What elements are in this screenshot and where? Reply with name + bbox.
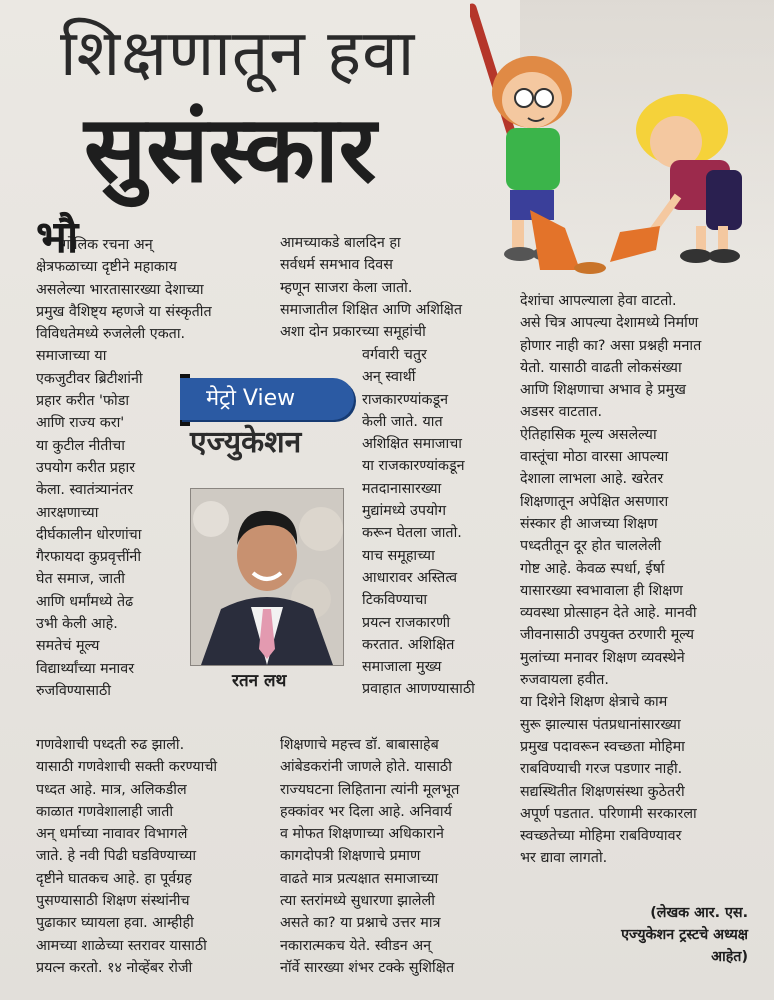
- text-line: क्षेत्रफळाच्या दृष्टीने महाकाय: [36, 259, 177, 276]
- section-badge: मेट्रो View: [180, 378, 354, 420]
- text-line: सद्यस्थितीत शिक्षणसंस्था कुठेतरी: [520, 783, 685, 800]
- drop-cap: भौ: [36, 212, 79, 263]
- text-line: प्रयत्न राजकारणी: [362, 614, 451, 631]
- column-2-middle: [362, 344, 512, 701]
- text-line: राबविण्याची गरज पडणार नाही.: [520, 761, 683, 778]
- text-line: राजकारण्यांकडून: [362, 391, 449, 408]
- headline-line-2: सुसंस्कार: [84, 96, 377, 203]
- text-line: अपूर्ण पडतात. परिणामी सरकारला: [520, 805, 697, 822]
- author-photo: [190, 488, 344, 666]
- text-line: या कुटील नीतीचा: [36, 437, 125, 454]
- author-name: रतन लथ: [232, 671, 287, 691]
- text-line: व्यवस्था प्रोत्साहन देते आहे. मानवी: [520, 605, 697, 622]
- section-name: एज्युकेशन: [190, 425, 302, 460]
- text-line: पध्दत आहे. मात्र, अलिकडील: [36, 781, 187, 798]
- text-line: प्रमुख वैशिष्ट्य म्हणजे या संस्कृतीत: [36, 303, 212, 320]
- text-line: स्वच्छतेच्या मोहिमा राबविण्यावर: [520, 828, 682, 845]
- text-line: करून घेतला जातो.: [362, 525, 462, 542]
- text-line: देशाला लाभला आहे. खरेतर: [520, 471, 664, 488]
- text-line: अन् धर्माच्या नावावर विभागले: [36, 826, 188, 843]
- girl-sweeping-figure: [610, 94, 742, 263]
- text-line: होणार नाही का? असा प्रश्नही मनात: [520, 337, 702, 354]
- text-line: या दिशेने शिक्षण क्षेत्राचे काम: [520, 694, 668, 711]
- text-line: देशांचा आपल्याला हेवा वाटतो.: [520, 293, 677, 309]
- text-line: समाजाच्या या: [36, 348, 107, 365]
- text-line: भर द्यावा लागतो.: [520, 850, 608, 867]
- text-line: रुजवायला हवीत.: [520, 672, 609, 689]
- text-line: आधारावर अस्तित्व: [362, 569, 458, 586]
- text-line: समाजातील शिक्षित आणि अशिक्षित: [280, 301, 463, 318]
- text-line: प्रहार करीत 'फोडा: [36, 393, 130, 410]
- text-line: वास्तूंचा मोठा वारसा आपल्या: [520, 449, 669, 466]
- text-line: टिकविण्याचा: [362, 592, 428, 609]
- text-line: मतदानासारख्या: [362, 480, 442, 497]
- cartoon-illustration: [470, 0, 760, 290]
- author-note: [621, 902, 748, 968]
- boy-sweeping-figure: [472, 8, 580, 270]
- text-line: वर्गवारी चतुर: [362, 347, 427, 363]
- text-line: त्या स्तरांमध्ये सुधारणा झालेली: [280, 893, 435, 910]
- text-line: गैरफायदा कुप्रवृत्तींनी: [36, 549, 142, 566]
- text-line: अशिक्षित समाजाचा: [362, 436, 463, 453]
- column-3: [520, 290, 756, 870]
- text-line: समतेचं मूल्य: [36, 638, 100, 655]
- column-2-top: [280, 232, 500, 343]
- text-line: सुरू झाल्यास पंतप्रधानांसारख्या: [520, 716, 681, 733]
- text-line: अशा दोन प्रकारच्या समूहांची: [280, 324, 426, 341]
- text-line: केला. स्वातंत्र्यानंतर: [36, 482, 134, 499]
- text-line: राज्यघटना लिहिताना त्यांनी मूलभूत: [280, 781, 460, 798]
- text-line: समाजाला मुख्य: [362, 659, 442, 676]
- text-line: शिक्षणातून अपेक्षित असणारा: [520, 493, 669, 510]
- text-line: करतात. अशिक्षित: [362, 636, 455, 653]
- text-line: आणि राज्य करा': [36, 415, 125, 432]
- text-line: काळात गणवेशालाही जाती: [36, 803, 174, 820]
- text-line: कागदोपत्री शिक्षणाचे प्रमाण: [280, 848, 421, 865]
- text-line: गणवेशाची पध्दती रुढ झाली.: [36, 737, 185, 753]
- text-line: उपयोग करीत प्रहार: [36, 459, 136, 476]
- author-portrait-image: [191, 489, 343, 665]
- text-line: जाते. हे नवी पिढी घडविण्याच्या: [36, 848, 197, 865]
- text-line: ऐतिहासिक मूल्य असलेल्या: [520, 426, 657, 443]
- text-line: व मोफत शिक्षणाच्या अधिकाराने: [280, 826, 444, 843]
- text-line: याच समूहाच्या: [362, 547, 435, 564]
- text-line: असलेल्या भारतासारख्या देशाच्या: [36, 281, 204, 298]
- text-line: विद्यार्थ्यांच्या मनावर: [36, 660, 135, 677]
- text-line: नॉर्वे सारख्या शंभर टक्के सुशिक्षित: [280, 959, 455, 976]
- text-line: प्रयत्न करतो. १४ नोव्हेंबर रोजी: [36, 959, 193, 976]
- text-line: विविधतेमध्ये रुजलेली एकता.: [36, 326, 186, 343]
- text-line: प्रमुख पदावरून स्वच्छता मोहिमा: [520, 738, 685, 755]
- text-line: यासारख्या स्वभावाला ही शिक्षण: [520, 582, 683, 599]
- text-line: उभी केली आहे.: [36, 616, 118, 633]
- text-line: मुद्यांमध्ये उपयोग: [362, 503, 447, 520]
- text-line: म्हणून साजरा केला जातो.: [280, 279, 413, 296]
- text-line: संस्कार ही आजच्या शिक्षण: [520, 515, 658, 532]
- text-line: नकारात्मकच येते. स्वीडन अन्: [280, 937, 432, 954]
- text-line: प्रवाहात आणण्यासाठी: [362, 681, 475, 698]
- headline-line-1: शिक्षणातून हवा: [60, 17, 416, 91]
- text-line: आरक्षणाच्या: [36, 504, 99, 521]
- text-line: आमच्याकडे बालदिन हा: [280, 235, 401, 251]
- author-note-line-2: एज्युकेशन ट्रस्टचे अध्यक्ष: [621, 927, 748, 943]
- text-line: आंबेडकरांनी जाणले होते. यासाठी: [280, 759, 452, 776]
- text-line: मुलांच्या मनावर शिक्षण व्यवस्थेने: [520, 649, 685, 666]
- text-line: दृष्टीने घातकच आहे. हा पूर्वग्रह: [36, 870, 192, 887]
- text-line: आमच्या शाळेच्या स्तरावर यासाठी: [36, 937, 207, 954]
- text-line: घेत समाज, जाती: [36, 571, 125, 588]
- column-1-bottom: [36, 734, 270, 979]
- column-2-bottom: [280, 734, 510, 979]
- text-line: अन् स्वार्थी: [362, 369, 416, 386]
- text-line: असे चित्र आपल्या देशामध्ये निर्माण: [520, 315, 699, 332]
- text-line: अडसर वाटतात.: [520, 404, 603, 421]
- text-line: यासाठी गणवेशाची सक्ती करण्याची: [36, 759, 218, 776]
- text-line: केली जाते. यात: [362, 413, 443, 430]
- text-line: पुढाकार घ्यायला हवा. आम्हीही: [36, 915, 194, 932]
- text-line: गोलिक रचना अन्: [62, 237, 153, 253]
- text-line: पध्दतीतून दूर होत चाललेली: [520, 538, 662, 555]
- text-line: सर्वधर्म समभाव दिवस: [280, 257, 393, 274]
- author-note-line-1: (लेखक आर. एस.: [650, 905, 748, 921]
- text-line: दीर्घकालीन धोरणांचा: [36, 526, 142, 543]
- text-line: आणि धर्मांमध्ये तेढ: [36, 593, 134, 610]
- text-line: वाढते मात्र प्रत्यक्षात समाजाच्या: [280, 870, 439, 887]
- author-note-line-3: आहेत): [711, 949, 748, 965]
- text-line: असते का? या प्रश्नाचे उत्तर मात्र: [280, 915, 441, 932]
- text-line: शिक्षणाचे महत्त्व डॉ. बाबासाहेब: [280, 737, 439, 753]
- text-line: गोष्ट आहे. केवळ स्पर्धा, ईर्षा: [520, 560, 665, 577]
- text-line: आणि शिक्षणाचा अभाव हे प्रमुख: [520, 382, 686, 399]
- text-line: जीवनासाठी उपयुक्त ठरणारी मूल्य: [520, 627, 695, 644]
- dust-pile: [574, 262, 606, 274]
- text-line: एकजुटीवर ब्रिटीशांनी: [36, 370, 143, 387]
- text-line: पुसण्यासाठी शिक्षण संस्थांनीच: [36, 893, 190, 910]
- text-line: हक्कांवर भर दिला आहे. अनिवार्य: [280, 803, 452, 820]
- text-line: या राजकारण्यांकडून: [362, 458, 465, 475]
- text-line: येतो. यासाठी वाढती लोकसंख्या: [520, 359, 682, 376]
- text-line: रुजविण्यासाठी: [36, 682, 111, 699]
